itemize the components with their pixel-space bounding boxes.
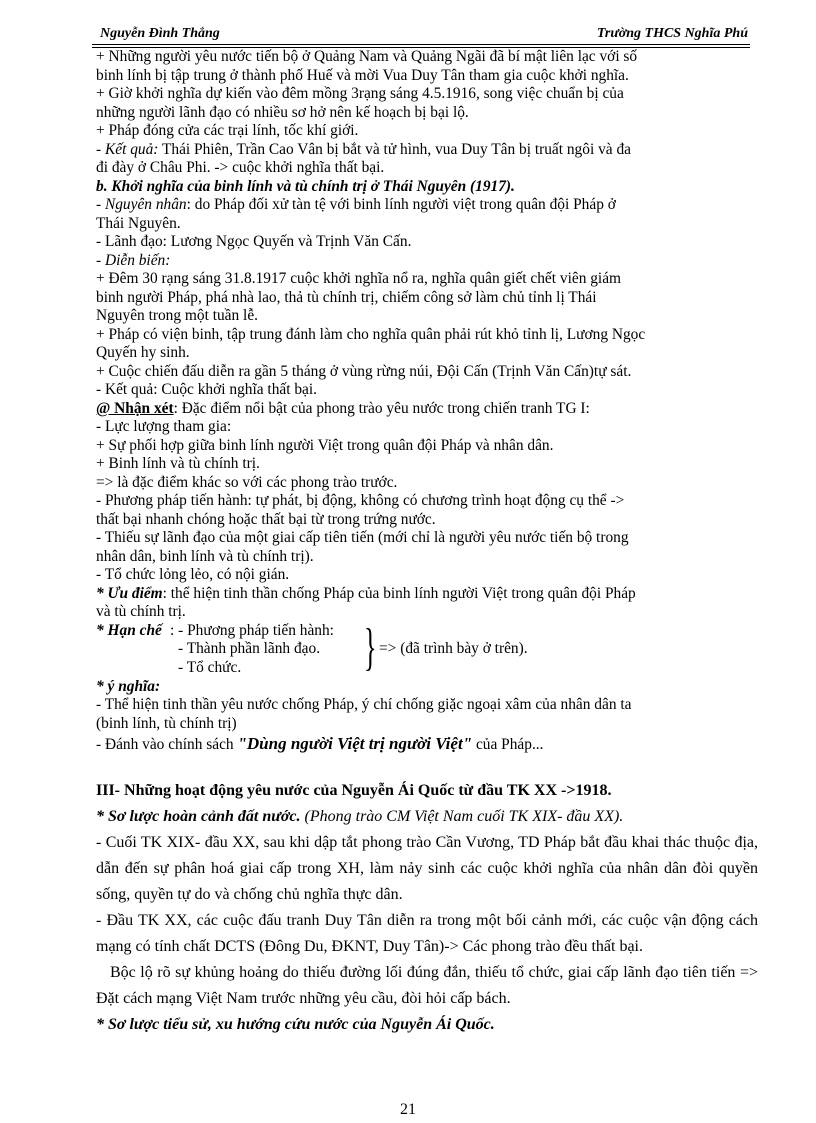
text-line: Quyến hy sinh. — [96, 344, 190, 361]
advantage-text: : thể hiện tinh thần chống Pháp của binh lính người Việt trong quân đội Pháp — [162, 584, 636, 602]
context-heading — [96, 804, 758, 830]
policy-post: của Pháp... — [472, 736, 544, 753]
policy-quote: "Dùng người Việt trị người Việt" — [237, 734, 473, 753]
policy-pre: - Đánh vào chính sách — [96, 736, 238, 753]
text-line: - Thể hiện tinh thần yêu nước chống Pháp, ý chí chống giặc ngoại xâm của nhân dân ta — [96, 696, 632, 713]
text-line: Nguyên trong một tuần lễ. — [96, 307, 258, 324]
remark-text: : Đặc điểm nổi bật của phong trào yêu nước trong chiến tranh TG I: — [173, 399, 590, 417]
text-line: - Phương pháp tiến hành: tự phát, bị động, không có chương trình hoạt động cụ thể -> — [96, 492, 625, 509]
text-line: đi đày ở Châu Phi. -> cuộc khởi nghĩa thất bại. — [96, 159, 385, 176]
text-line: những người lãnh đạo có nhiều sơ hở nên kế hoạch bị bại lộ. — [96, 103, 469, 121]
header-author: Nguyễn Đình Thắng — [100, 26, 220, 41]
text-line: + Sự phối hợp giữa binh lính người Việt trong quân đội Pháp và nhân dân. — [96, 436, 554, 454]
paragraph: - Cuối TK XIX- đầu XX, sau khi dập tắt phong trào Cần Vương, TD Pháp bắt đầu khai thác thuộc địa, dẫn đến sự phân hoá giai cấp trong XH, làm nảy sinh các cuộc khởi nghĩa của nhân dân đòi quyền sống, quyền tự do và chống chủ nghĩa thực dân. — [96, 834, 758, 903]
text-line: + Giờ khởi nghĩa dự kiến vào đêm mồng 3rạng sáng 4.5.1916, song việc chuẩn bị của — [96, 85, 624, 102]
result-label: - Kết quả: — [96, 140, 159, 158]
events-label: - Diễn biến: — [96, 251, 171, 269]
policy-line — [96, 733, 758, 756]
limitations-result: => (đã trình bày ở trên). — [379, 639, 528, 657]
section-heading-b: b. Khởi nghĩa của binh lính và tù chính trị ở Thái Nguyên (1917). — [96, 177, 515, 195]
header-school: Trường THCS Nghĩa Phú — [596, 26, 748, 41]
text-line: + Cuộc chiến đấu diễn ra gần 5 tháng ở vùng rừng núi, Đội Cấn (Trịnh Văn Cấn)tự sát. — [96, 362, 632, 380]
text-line: + Pháp đóng cửa các trại lính, tốc khí giới. — [96, 122, 359, 139]
text-line: + Những người yêu nước tiến bộ ở Quảng Nam và Quảng Ngãi đã bí mật liên lạc với số — [96, 48, 638, 65]
text-line: và tù chính trị. — [96, 603, 186, 620]
text-line: - Kết quả: Cuộc khởi nghĩa thất bại. — [96, 381, 317, 398]
result-line — [96, 141, 758, 160]
page-number: 21 — [400, 1101, 416, 1118]
remark-line — [96, 400, 758, 419]
limitation-item: - Thành phần lãnh đạo. — [178, 640, 321, 657]
text-line: - Lực lượng tham gia: — [96, 418, 232, 435]
text-line: binh lính bị tập trung ở thành phố Huế và mời Vua Duy Tân tham gia cuộc khởi nghĩa. — [96, 66, 629, 84]
text-line: - Lãnh đạo: Lương Ngọc Quyến và Trịnh Văn Cấn. — [96, 233, 412, 250]
paragraph: - Đầu TK XX, các cuộc đấu tranh Duy Tân diễn ra trong một bối cảnh mới, các cuộc vận động cách mạng có tính chất DCTS (Đông Du, ĐKNT, Duy Tân)-> Các phong trào đều thất bại. — [96, 912, 758, 955]
advantage-label: * Ưu điểm — [96, 584, 163, 602]
text-line: binh người Pháp, phá nhà lao, thả tù chính trị, chiếm công sở làm chủ tỉnh lị Thái — [96, 288, 597, 306]
text-line: thất bại nhanh chóng hoặc thất bại từ trong trứng nước. — [96, 510, 436, 528]
significance-label: * ý nghĩa: — [96, 677, 161, 695]
limitation-item: : - Phương pháp tiến hành: — [170, 621, 334, 639]
context-heading-italic: (Phong trào CM Việt Nam cuối TK XIX- đầu XX). — [300, 808, 624, 825]
result-text: Thái Phiên, Trần Cao Vân bị bắt và tử hình, vua Duy Tân bị truất ngôi và đa — [158, 140, 631, 158]
biography-heading: * Sơ lược tiểu sử, xu hướng cứu nước của Nguyễn Ái Quốc. — [96, 1016, 495, 1033]
page-header — [92, 22, 750, 48]
text-line: - Thiếu sự lãnh đạo của một giai cấp tiên tiến (mới chỉ là người yêu nước tiến bộ trong — [96, 529, 629, 546]
section-3 — [96, 778, 758, 1038]
context-heading-bold: * Sơ lược hoàn cảnh đất nước. — [96, 808, 301, 825]
text-line: - Tổ chức lỏng lẻo, có nội gián. — [96, 566, 290, 583]
spacer — [96, 756, 758, 778]
text-line: (binh lính, tù chính trị) — [96, 714, 237, 732]
section-3-title: III- Những hoạt động yêu nước của Nguyễn Ái Quốc từ đầu TK XX ->1918. — [96, 782, 612, 799]
limitations-list — [170, 622, 334, 678]
text-line: + Đêm 30 rạng sáng 31.8.1917 cuộc khởi nghĩa nổ ra, nghĩa quân giết chết viên giám — [96, 270, 622, 287]
limitations-label: * Hạn chế — [96, 621, 162, 639]
remark-label: @ Nhận xét — [96, 399, 174, 417]
text-line: => là đặc điểm khác so với các phong trào trước. — [96, 473, 398, 491]
text-line: Thái Nguyên. — [96, 214, 181, 232]
page-content — [96, 48, 758, 1038]
advantage-line — [96, 585, 758, 604]
text-line: nhân dân, binh lính và tù chính trị). — [96, 547, 314, 565]
paragraph: Bộc lộ rõ sự khủng hoảng do thiếu đường lối đúng đắn, thiếu tổ chức, giai cấp lãnh đạo tiên tiến => Đặt cách mạng Việt Nam trước những yêu cầu, đòi hỏi cấp bách. — [96, 964, 758, 1007]
text-line: + Pháp có viện binh, tập trung đánh làm cho nghĩa quân phải rút khỏ tỉnh lị, Lương Ngọc — [96, 325, 646, 343]
text-line: + Binh lính và tù chính trị. — [96, 455, 260, 472]
cause-label: - Nguyên nhân — [96, 196, 187, 213]
limitations-block — [96, 618, 758, 678]
brace-symbol: } — [364, 618, 377, 676]
limitation-item: - Tổ chức. — [178, 658, 242, 676]
cause-text: : do Pháp đối xử tàn tệ với binh lính người việt trong quân đội Pháp ở — [186, 196, 616, 213]
cause-line — [96, 196, 758, 215]
